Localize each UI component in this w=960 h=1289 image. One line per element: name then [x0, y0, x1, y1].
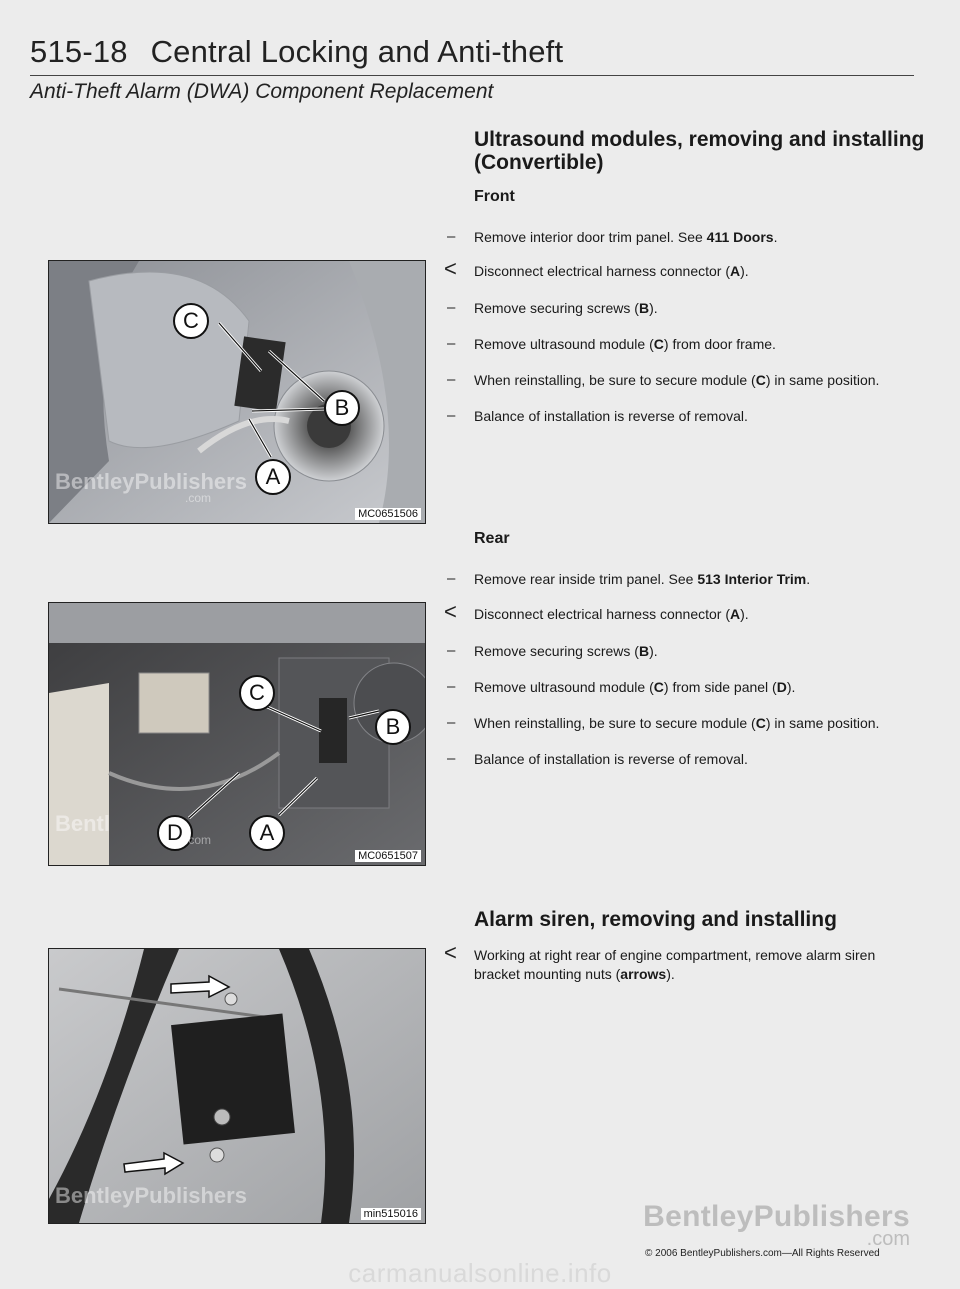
subheading-front: Front — [474, 188, 515, 205]
watermark: BentleyPublishers — [55, 1183, 247, 1208]
callout-a: A — [255, 459, 291, 495]
photo-id: min515016 — [361, 1208, 421, 1220]
front-step-4: – Remove ultrasound module (C) from door frame. — [447, 335, 776, 352]
source-watermark: carmanualsonline.info — [348, 1258, 612, 1288]
ref-link: 513 Interior Trim — [697, 571, 807, 587]
watermark: Bentl .com — [55, 811, 212, 847]
callout-b: B — [324, 390, 360, 426]
publisher-logo-com: .com — [866, 1228, 910, 1250]
section-heading-line1: Ultrasound modules, removing and installing — [474, 128, 925, 151]
siren-step-1: < Working at right rear of engine compartment, remove alarm siren bracket mounting nuts (arrows). — [444, 940, 876, 982]
rear-step-6: – Balance of installation is reverse of removal. — [447, 750, 748, 767]
rear-step-2: < Disconnect electrical harness connector (A). — [444, 599, 749, 624]
dash-marker: – — [447, 714, 456, 731]
front-step-1: – Remove interior door trim panel. See 411 Doors. — [447, 228, 778, 245]
photo-alarm-siren — [48, 948, 426, 1224]
rear-step-3: – Remove securing screws (B). — [447, 642, 658, 659]
callout-b: B — [375, 709, 411, 745]
figure-pointer-icon: < — [444, 940, 457, 965]
alarm-siren-illustration — [49, 949, 425, 1223]
front-step-3: – Remove securing screws (B). — [447, 299, 658, 316]
callout-a: A — [249, 815, 285, 851]
photo-rear-panel — [48, 602, 426, 866]
photo-id: MC0651507 — [355, 850, 421, 862]
dash-marker: – — [447, 570, 456, 587]
front-step-2: < Disconnect electrical harness connector (A). — [444, 256, 749, 281]
dash-marker: – — [447, 228, 456, 245]
section-heading-ultrasound — [474, 128, 924, 174]
subheading-rear: Rear — [474, 530, 510, 547]
dash-marker: – — [447, 407, 456, 424]
dash-marker: – — [447, 371, 456, 388]
page-title — [30, 34, 563, 70]
publisher-logo — [643, 1200, 910, 1251]
photo-id: MC0651506 — [355, 508, 421, 520]
page-code: 515-18 — [30, 34, 128, 69]
front-step-5: – When reinstalling, be sure to secure module (C) in same position. — [447, 371, 880, 388]
rear-step-5: – When reinstalling, be sure to secure module (C) in same position. — [447, 714, 880, 731]
page-subtitle: Anti-Theft Alarm (DWA) Component Replacement — [30, 80, 494, 103]
page-title-text: Central Locking and Anti-theft — [150, 34, 564, 69]
callout-c: C — [239, 675, 275, 711]
publisher-logo-name: BentleyPublishers — [643, 1200, 910, 1233]
front-step-6: – Balance of installation is reverse of removal. — [447, 407, 748, 424]
watermark: BentleyPublishers .com — [55, 469, 247, 505]
dash-marker: – — [447, 750, 456, 767]
photo-front-door — [48, 260, 426, 524]
figure-pointer-icon: < — [444, 599, 457, 624]
ref-link: 411 Doors — [706, 229, 774, 245]
dash-marker: – — [447, 678, 456, 695]
section-heading-line2: (Convertible) — [474, 151, 604, 174]
figure-pointer-icon: < — [444, 256, 457, 281]
dash-marker: – — [447, 299, 456, 316]
callout-d: D — [157, 815, 193, 851]
dash-marker: – — [447, 642, 456, 659]
copyright-notice: © 2006 BentleyPublishers.com—All Rights Reserved — [645, 1248, 880, 1259]
section-heading-siren: Alarm siren, removing and installing — [474, 908, 837, 931]
rear-step-1: – Remove rear inside trim panel. See 513 Interior Trim. — [447, 570, 811, 587]
callout-c: C — [173, 303, 209, 339]
header-rule — [30, 75, 914, 76]
dash-marker: – — [447, 335, 456, 352]
rear-step-4: – Remove ultrasound module (C) from side panel (D). — [447, 678, 796, 695]
